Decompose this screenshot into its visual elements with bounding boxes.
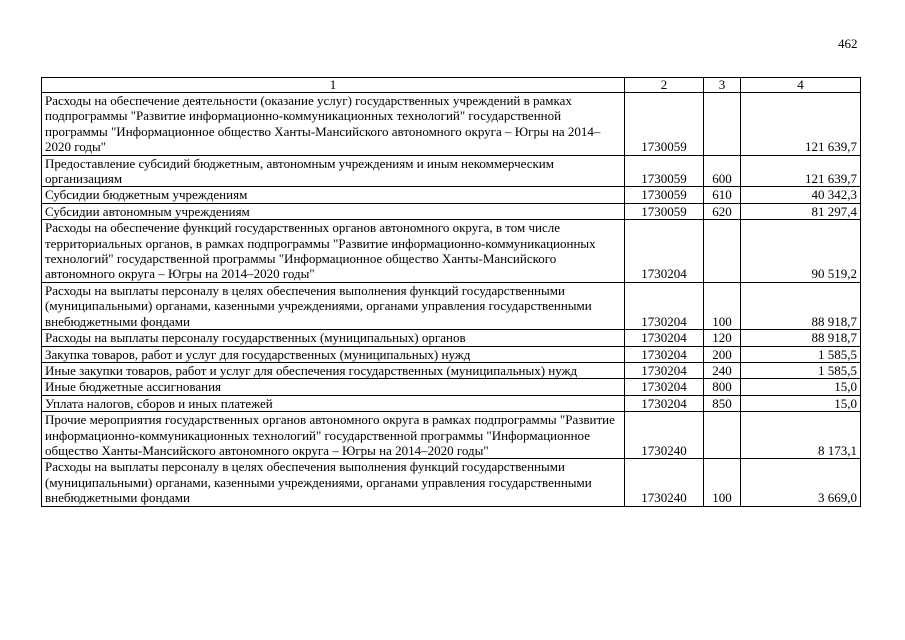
row-code-cell: 1730204 (625, 220, 704, 283)
table-row (42, 93, 861, 156)
row-name-cell: Прочие мероприятия государственных органов автономного округа в рамках подпрограммы "Развитие информационно-коммуникационных технологий" государственной программы "Информационное общество Ханты-Мансийского автономного округа – Югры на 2014–2020 годы" (42, 412, 625, 459)
row-amount-cell: 90 519,2 (741, 220, 861, 283)
row-type-cell: 800 (704, 379, 741, 395)
row-amount-cell: 40 342,3 (741, 187, 861, 203)
row-amount-cell: 8 173,1 (741, 412, 861, 459)
row-type-cell: 240 (704, 362, 741, 378)
row-name-cell: Иные закупки товаров, работ и услуг для обеспечения государственных (муниципальных) нужд (42, 362, 625, 378)
table-row (42, 412, 861, 459)
row-type-cell (704, 93, 741, 156)
table-row (42, 379, 861, 395)
row-name-cell: Предоставление субсидий бюджетным, автономным учреждениям и иным некоммерческим организациям (42, 155, 625, 187)
row-code-cell: 1730059 (625, 203, 704, 219)
table-row (42, 187, 861, 203)
row-type-cell (704, 220, 741, 283)
row-type-cell: 620 (704, 203, 741, 219)
row-amount-cell: 81 297,4 (741, 203, 861, 219)
budget-table (41, 77, 861, 507)
header-col-4: 4 (741, 78, 861, 93)
row-amount-cell: 15,0 (741, 379, 861, 395)
row-code-cell: 1730059 (625, 93, 704, 156)
table-row (42, 459, 861, 506)
row-code-cell: 1730204 (625, 346, 704, 362)
row-code-cell: 1730059 (625, 155, 704, 187)
row-type-cell: 120 (704, 330, 741, 346)
header-col-2: 2 (625, 78, 704, 93)
row-amount-cell: 1 585,5 (741, 362, 861, 378)
row-type-cell: 200 (704, 346, 741, 362)
row-name-cell: Расходы на обеспечение функций государственных органов автономного округа, в том числе территориальных органов, в рамках подпрограммы "Развитие информационно-коммуникационных технологий" государственной программы "Информационное общество Ханты-Мансийского автономного округа – Югры на 2014–2020 годы" (42, 220, 625, 283)
table-row (42, 346, 861, 362)
row-name-cell: Расходы на выплаты персоналу государственных (муниципальных) органов (42, 330, 625, 346)
table-row (42, 203, 861, 219)
table-row (42, 362, 861, 378)
row-code-cell: 1730204 (625, 362, 704, 378)
row-code-cell: 1730059 (625, 187, 704, 203)
row-name-cell: Расходы на выплаты персоналу в целях обеспечения выполнения функций государственными (муниципальными) органами, казенными учреждениями, органами управления государственными внебюджетными фондами (42, 282, 625, 329)
table-row (42, 395, 861, 411)
row-name-cell: Расходы на выплаты персоналу в целях обеспечения выполнения функций государственными (муниципальными) органами, казенными учреждениями, органами управления государственными внебюджетными фондами (42, 459, 625, 506)
row-amount-cell: 121 639,7 (741, 93, 861, 156)
row-code-cell: 1730240 (625, 459, 704, 506)
row-name-cell: Расходы на обеспечение деятельности (оказание услуг) государственных учреждений в рамках подпрограммы "Развитие информационно-коммуникационных технологий" государственной программы "Информационное общество Ханты-Мансийского автономного округа – Югры на 2014–2020 годы" (42, 93, 625, 156)
table-row (42, 155, 861, 187)
row-name-cell: Субсидии бюджетным учреждениям (42, 187, 625, 203)
row-type-cell: 600 (704, 155, 741, 187)
row-type-cell: 610 (704, 187, 741, 203)
row-name-cell: Субсидии автономным учреждениям (42, 203, 625, 219)
row-type-cell (704, 412, 741, 459)
page-number: 462 (838, 36, 858, 51)
row-type-cell: 100 (704, 282, 741, 329)
table-row (42, 282, 861, 329)
row-amount-cell: 121 639,7 (741, 155, 861, 187)
row-amount-cell: 3 669,0 (741, 459, 861, 506)
row-code-cell: 1730204 (625, 379, 704, 395)
row-name-cell: Закупка товаров, работ и услуг для государственных (муниципальных) нужд (42, 346, 625, 362)
row-code-cell: 1730240 (625, 412, 704, 459)
header-col-3: 3 (704, 78, 741, 93)
row-amount-cell: 1 585,5 (741, 346, 861, 362)
row-name-cell: Иные бюджетные ассигнования (42, 379, 625, 395)
row-amount-cell: 15,0 (741, 395, 861, 411)
row-amount-cell: 88 918,7 (741, 282, 861, 329)
table-row (42, 330, 861, 346)
header-col-1: 1 (42, 78, 625, 93)
row-name-cell: Уплата налогов, сборов и иных платежей (42, 395, 625, 411)
table-body (42, 93, 861, 507)
row-type-cell: 850 (704, 395, 741, 411)
table-header-row (42, 78, 861, 93)
row-code-cell: 1730204 (625, 395, 704, 411)
table-row (42, 220, 861, 283)
row-code-cell: 1730204 (625, 330, 704, 346)
row-amount-cell: 88 918,7 (741, 330, 861, 346)
row-type-cell: 100 (704, 459, 741, 506)
row-code-cell: 1730204 (625, 282, 704, 329)
